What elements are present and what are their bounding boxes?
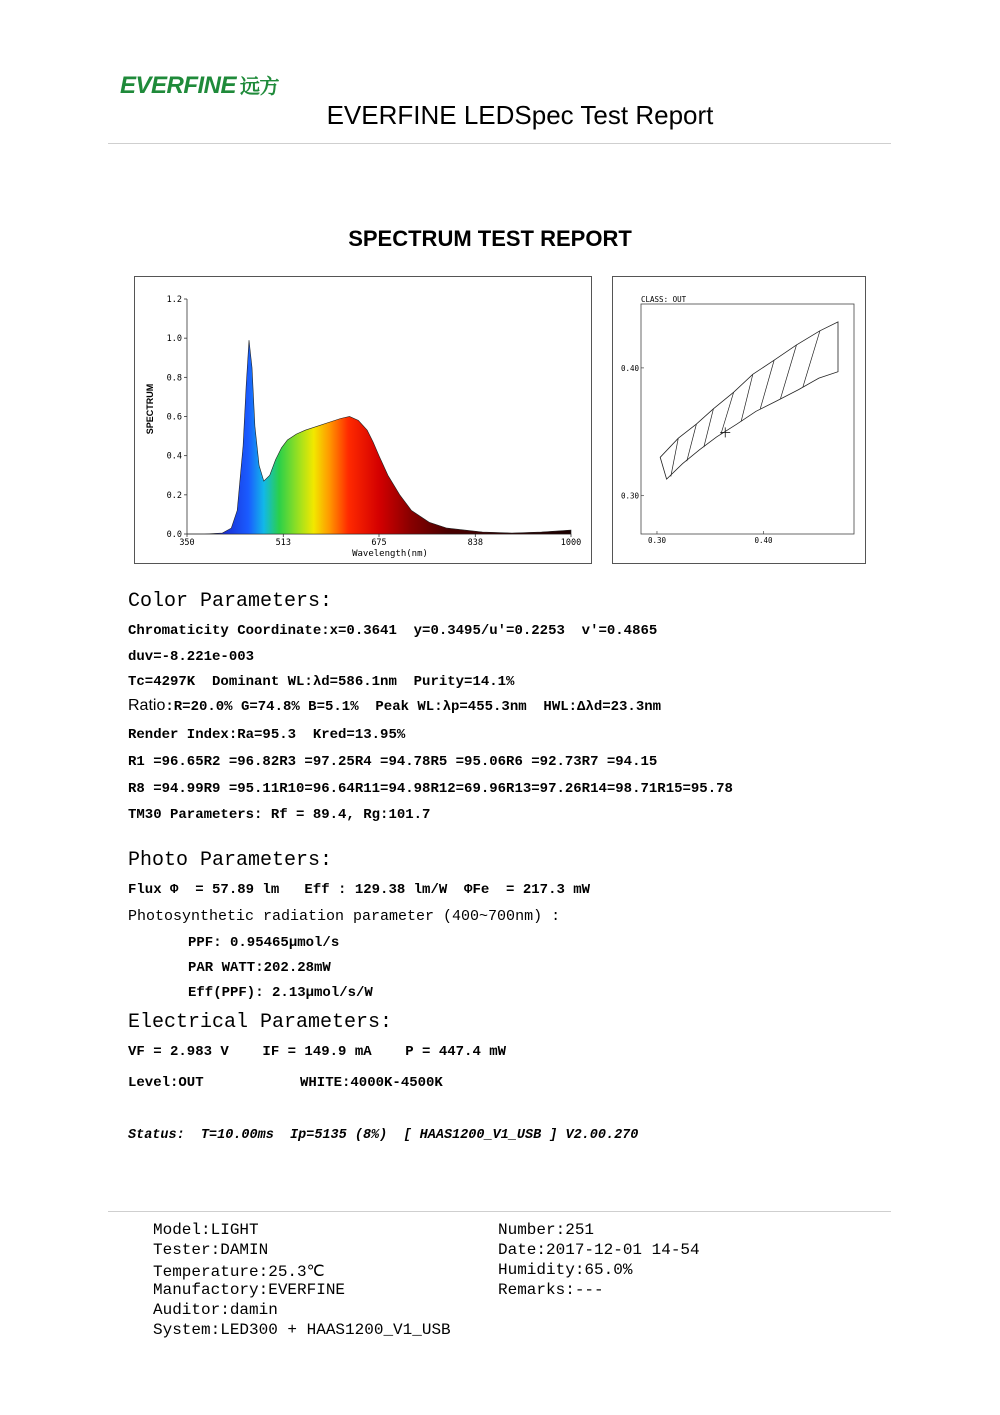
tm30-line: TM30 Parameters: Rf = 89.4, Rg:101.7 xyxy=(128,807,431,823)
spectrum-x-tick-label: 513 xyxy=(275,538,291,548)
chroma-bin-divider xyxy=(687,424,697,461)
footer-manufactory: Manufactory:EVERFINE xyxy=(153,1281,346,1299)
chroma-bin-divider xyxy=(671,438,678,476)
footer-humidity: Humidity:65.0% xyxy=(498,1261,633,1279)
spectrum-report-title: SPECTRUM TEST REPORT xyxy=(348,226,632,251)
chroma-bin-divider xyxy=(781,345,797,399)
header-divider xyxy=(108,143,891,144)
vf-line: VF = 2.983 V IF = 149.9 mA P = 447.4 mW xyxy=(128,1044,507,1060)
ppf-line: PPF: 0.95465μmol/s xyxy=(188,935,340,951)
eff-ppf-line: Eff(PPF): 2.13μmol/s/W xyxy=(188,985,373,1001)
chroma-x-tick-label: 0.40 xyxy=(754,536,773,545)
chromaticity-chart-panel xyxy=(612,276,866,564)
spectrum-y-tick-label: 1.0 xyxy=(166,334,182,345)
chroma-y-tick-label: 0.30 xyxy=(620,491,639,501)
status-line: Status: T=10.00ms Ip=5135 (8%) [ HAAS1200_V1_USB ] V2.00.270 xyxy=(128,1128,639,1143)
chromaticity-line: Chromaticity Coordinate:x=0.3641 y=0.3495/u'=0.2253 v'=0.4865 xyxy=(128,623,658,639)
spectrum-y-tick-label: 1.2 xyxy=(166,295,182,305)
level-line: Level:OUT xyxy=(128,1075,204,1091)
logo-text: EVERFINE xyxy=(120,72,237,99)
chroma-class-label: CLASS: OUT xyxy=(641,295,687,304)
par-watt-line: PAR WATT:202.28mW xyxy=(188,960,331,976)
footer-temperature: Temperature:25.3℃ xyxy=(153,1263,325,1281)
footer-number: Number:251 xyxy=(498,1221,595,1239)
chroma-bins xyxy=(660,322,838,479)
spectrum-x-tick-label: 350 xyxy=(179,538,195,548)
electrical-params-heading: Electrical Parameters: xyxy=(128,1011,393,1034)
chroma-bin-divider xyxy=(721,392,734,434)
spectrum-x-tick-label: 675 xyxy=(371,538,387,548)
spectrum-curve xyxy=(187,340,571,534)
spectrum-x-tick-label: 1000 xyxy=(560,538,582,548)
chroma-plot-frame xyxy=(641,304,854,534)
spectrum-y-tick-label: 0.8 xyxy=(166,373,182,384)
r-values-line-1: R1 =96.65R2 =96.82R3 =97.25R4 =94.78R5 =95.06R6 =92.73R7 =94.15 xyxy=(128,754,658,770)
spectrum-y-label: SPECTRUM xyxy=(145,383,155,435)
ratio-label: Ratio xyxy=(128,697,166,714)
chroma-x-tick-label: 0.30 xyxy=(647,536,667,545)
chroma-bin-outline xyxy=(660,322,838,479)
spectrum-x-tick-label: 838 xyxy=(467,538,483,548)
ratio-values: :R=20.0% G=74.8% B=5.1% Peak WL:λp=455.3nm HWL:Δλd=23.3nm xyxy=(165,699,662,715)
footer-tester: Tester:DAMIN xyxy=(153,1241,269,1259)
flux-line: Flux Φ = 57.89 lm Eff : 129.38 lm/W ΦFe = 217.3 mW xyxy=(128,882,591,898)
chroma-bin-divider xyxy=(704,409,714,447)
chromaticity-chart xyxy=(613,277,865,563)
spectrum-y-tick-label: 0.6 xyxy=(166,412,182,423)
spectrum-y-tick-label: 0.4 xyxy=(166,451,182,462)
ratio-line xyxy=(128,697,661,715)
white-bin-line: WHITE:4000K-4500K xyxy=(300,1075,443,1091)
spectrum-chart xyxy=(135,277,591,563)
footer-remarks: Remarks:--- xyxy=(498,1281,604,1299)
render-index-line: Render Index:Ra=95.3 Kred=13.95% xyxy=(128,727,406,743)
footer-date: Date:2017-12-01 14-54 xyxy=(498,1241,700,1259)
spectrum-chart-panel xyxy=(134,276,592,564)
footer-divider xyxy=(108,1211,891,1212)
spectrum-x-label: Wavelength(nm) xyxy=(352,549,428,559)
footer-model: Model:LIGHT xyxy=(153,1221,259,1239)
logo-cn-text: 远方 xyxy=(240,76,280,98)
photosynthetic-line: Photosynthetic radiation parameter (400~700nm) : xyxy=(128,908,561,925)
footer-system: System:LED300 + HAAS1200_V1_USB xyxy=(153,1321,451,1339)
color-params-heading: Color Parameters: xyxy=(128,590,333,613)
spectrum-y-tick-label: 0.0 xyxy=(166,530,182,540)
footer-auditor: Auditor:damin xyxy=(153,1301,278,1319)
photo-params-heading: Photo Parameters: xyxy=(128,849,333,872)
duv-line: duv=-8.221e-003 xyxy=(128,649,255,665)
spectrum-y-tick-label: 0.2 xyxy=(166,490,182,501)
chroma-ticks xyxy=(621,364,773,545)
chroma-y-tick-label: 0.40 xyxy=(620,363,639,373)
tc-line: Tc=4297K Dominant WL:λd=586.1nm Purity=14.1% xyxy=(128,674,515,690)
report-title: EVERFINE LEDSpec Test Report xyxy=(326,100,714,130)
everfine-logo xyxy=(120,70,279,100)
r-values-line-2: R8 =94.99R9 =95.11R10=96.64R11=94.98R12=69.96R13=97.26R14=98.71R15=95.78 xyxy=(128,781,733,797)
